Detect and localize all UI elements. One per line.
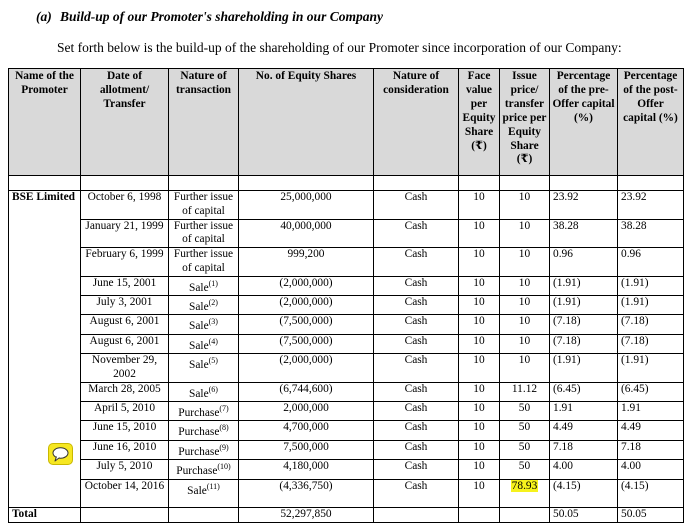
nature-text: Purchase [178,445,220,458]
nature-text: Sale [189,358,209,371]
date-cell: January 21, 1999 [81,219,169,248]
pre-offer-cell: 7.18 [550,440,618,459]
shares-cell: (7,500,000) [239,334,374,353]
consideration-cell: Cash [374,276,459,295]
date-cell: March 28, 2005 [81,382,169,401]
face-value-cell: 10 [459,295,500,314]
header-row [9,69,684,176]
col-header-face-value: Face value per Equity Share (₹) [459,69,500,176]
total-post-offer: 50.05 [618,508,684,523]
pre-offer-cell: 0.96 [550,248,618,277]
table-row [9,479,684,508]
footnote-ref: (5) [208,356,218,366]
col-header-consideration: Nature of consideration [374,69,459,176]
intro-paragraph: Set forth below is the build-up of the shareholding of our Promoter since incorporation of our Company: [57,40,622,55]
table-row [9,440,684,459]
nature-cell [169,440,239,459]
consideration-cell: Cash [374,295,459,314]
table-row [9,421,684,440]
consideration-cell: Cash [374,219,459,248]
nature-text: Sale [189,281,209,294]
date-cell: July 3, 2001 [81,295,169,314]
post-offer-cell: 23.92 [618,191,684,220]
consideration-cell: Cash [374,440,459,459]
face-value-cell: 10 [459,191,500,220]
issue-price-cell: 10 [500,219,550,248]
table-row [9,276,684,295]
face-value-cell: 10 [459,219,500,248]
footnote-ref: (1) [208,278,218,288]
col-header-nature: Nature of transaction [169,69,239,176]
table-row [9,382,684,401]
date-cell: June 15, 2010 [81,421,169,440]
shareholding-table [8,68,684,523]
post-offer-cell: (1.91) [618,354,684,383]
total-row [9,508,684,523]
highlighted-price[interactable]: 78.93 [511,479,538,492]
post-offer-cell: (4.15) [618,479,684,508]
nature-cell [169,295,239,314]
post-offer-cell: 7.18 [618,440,684,459]
pre-offer-cell: (6.45) [550,382,618,401]
face-value-cell: 10 [459,248,500,277]
nature-text: Purchase [178,406,220,419]
shares-cell: (2,000,000) [239,354,374,383]
pre-offer-cell: (4.15) [550,479,618,508]
col-header-shares: No. of Equity Shares [239,69,374,176]
total-label: Total [9,508,81,523]
nature-cell [169,421,239,440]
post-offer-cell: 4.00 [618,460,684,479]
nature-text: Sale [189,300,209,313]
face-value-cell: 10 [459,382,500,401]
post-offer-cell: 4.49 [618,421,684,440]
date-cell: April 5, 2010 [81,401,169,420]
section-title: Build-up of our Promoter's shareholding in our Company [60,9,383,24]
table-row [9,219,684,248]
shares-cell: (7,500,000) [239,315,374,334]
consideration-cell: Cash [374,191,459,220]
nature-text: Sale [189,339,209,352]
col-header-name: Name of the Promoter [9,69,81,176]
table-row [9,248,684,277]
footnote-ref: (3) [208,317,218,327]
issue-price-cell: 10 [500,354,550,383]
nature-text: Sale [189,320,209,333]
issue-price-cell: 11.12 [500,382,550,401]
post-offer-cell: (1.91) [618,295,684,314]
col-header-issue-price: Issue price/ transfer price per Equity Share (₹) [500,69,550,176]
post-offer-cell: 1.91 [618,401,684,420]
nature-cell [169,315,239,334]
shares-cell: (2,000,000) [239,276,374,295]
issue-price-cell: 10 [500,315,550,334]
shares-cell: 40,000,000 [239,219,374,248]
shares-cell: (2,000,000) [239,295,374,314]
issue-price-cell: 10 [500,295,550,314]
issue-price-cell: 10 [500,276,550,295]
nature-cell [169,334,239,353]
pre-offer-cell: (1.91) [550,276,618,295]
col-header-date: Date of allotment/ Transfer [81,69,169,176]
footnote-ref: (11) [206,481,220,491]
date-cell: November 29, 2002 [81,354,169,383]
face-value-cell: 10 [459,440,500,459]
shares-cell: 4,700,000 [239,421,374,440]
issue-price-cell: 50 [500,460,550,479]
face-value-cell: 10 [459,315,500,334]
section-heading [36,9,383,25]
nature-cell [169,479,239,508]
consideration-cell: Cash [374,401,459,420]
shares-cell: (6,744,600) [239,382,374,401]
post-offer-cell: 38.28 [618,219,684,248]
nature-cell [169,382,239,401]
nature-text: Purchase [178,426,220,439]
issue-price-cell: 10 [500,334,550,353]
shares-cell: 999,200 [239,248,374,277]
table-row [9,295,684,314]
face-value-cell: 10 [459,460,500,479]
date-cell: October 14, 2016 [81,479,169,508]
total-shares: 52,297,850 [239,508,374,523]
table-row [9,354,684,383]
date-cell: July 5, 2010 [81,460,169,479]
table-row [9,460,684,479]
total-pre-offer: 50.05 [550,508,618,523]
date-cell: August 6, 2001 [81,334,169,353]
table-row [9,315,684,334]
date-cell: February 6, 1999 [81,248,169,277]
post-offer-cell: (7.18) [618,334,684,353]
pre-offer-cell: (7.18) [550,334,618,353]
nature-cell [169,401,239,420]
table-row [9,191,684,220]
table-row [9,334,684,353]
promoter-name: BSE Limited [9,191,81,508]
footnote-ref: (8) [219,423,229,433]
section-number: (a) [36,9,52,24]
footnote-ref: (9) [219,442,229,452]
col-header-post-offer: Percentage of the post-Offer capital (%) [618,69,684,176]
issue-price-cell [500,479,550,508]
consideration-cell: Cash [374,315,459,334]
face-value-cell: 10 [459,354,500,383]
nature-cell: Further issue of capital [169,191,239,220]
shares-cell: 7,500,000 [239,440,374,459]
shares-cell: 25,000,000 [239,191,374,220]
issue-price-cell: 50 [500,401,550,420]
footnote-ref: (10) [217,462,231,472]
consideration-cell: Cash [374,460,459,479]
footnote-ref: (2) [208,297,218,307]
date-cell: October 6, 1998 [81,191,169,220]
post-offer-cell: (7.18) [618,315,684,334]
pre-offer-cell: 38.28 [550,219,618,248]
shares-cell: 4,180,000 [239,460,374,479]
post-offer-cell: (6.45) [618,382,684,401]
comment-icon[interactable] [49,444,72,464]
footnote-ref: (4) [208,336,218,346]
footnote-ref: (6) [208,384,218,394]
nature-text: Sale [187,484,207,497]
nature-text: Sale [189,387,209,400]
issue-price-cell: 50 [500,421,550,440]
date-cell: August 6, 2001 [81,315,169,334]
col-header-pre-offer: Percentage of the pre-Offer capital (%) [550,69,618,176]
face-value-cell: 10 [459,276,500,295]
face-value-cell: 10 [459,479,500,508]
issue-price-cell: 10 [500,191,550,220]
pre-offer-cell: (1.91) [550,354,618,383]
pre-offer-cell: 1.91 [550,401,618,420]
consideration-cell: Cash [374,334,459,353]
table-row [9,401,684,420]
consideration-cell: Cash [374,354,459,383]
nature-cell [169,460,239,479]
consideration-cell: Cash [374,248,459,277]
consideration-cell: Cash [374,479,459,508]
pre-offer-cell: 23.92 [550,191,618,220]
shares-cell: (4,336,750) [239,479,374,508]
face-value-cell: 10 [459,421,500,440]
pre-offer-cell: (7.18) [550,315,618,334]
nature-cell [169,354,239,383]
spacer-row [9,176,684,191]
face-value-cell: 10 [459,401,500,420]
footnote-ref: (7) [219,403,229,413]
consideration-cell: Cash [374,421,459,440]
post-offer-cell: (1.91) [618,276,684,295]
date-cell: June 15, 2001 [81,276,169,295]
nature-cell: Further issue of capital [169,248,239,277]
date-cell: June 16, 2010 [81,440,169,459]
shares-cell: 2,000,000 [239,401,374,420]
post-offer-cell: 0.96 [618,248,684,277]
face-value-cell: 10 [459,334,500,353]
consideration-cell: Cash [374,382,459,401]
pre-offer-cell: 4.00 [550,460,618,479]
nature-cell [169,276,239,295]
pre-offer-cell: (1.91) [550,295,618,314]
issue-price-cell: 50 [500,440,550,459]
pre-offer-cell: 4.49 [550,421,618,440]
issue-price-cell: 10 [500,248,550,277]
nature-cell: Further issue of capital [169,219,239,248]
nature-text: Purchase [176,464,218,477]
